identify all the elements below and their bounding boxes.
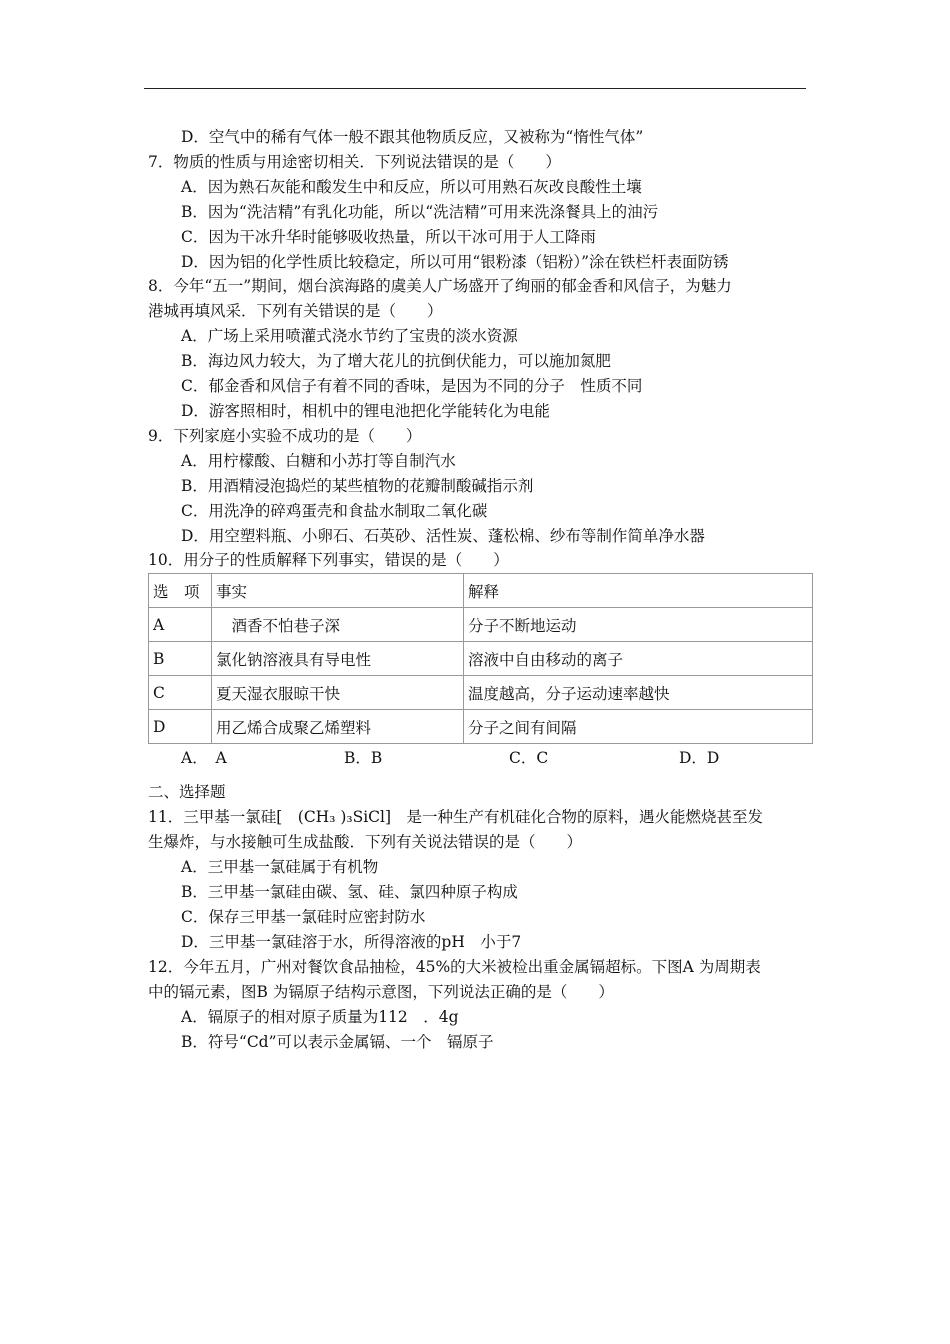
table-row [149,710,813,744]
table-cell: 酒香不怕巷子深 [212,608,464,642]
table-cell: D [149,710,212,744]
section-heading: 二、选择题 [148,783,226,801]
q9-option-c: C．用洗净的碎鸡蛋壳和食盐水制取二氧化碳 [181,502,488,520]
table-cell: 分子之间有间隔 [464,710,813,744]
question-8-line-1: 8．今年“五一”期间，烟台滨海路的虞美人广场盛开了绚丽的郁金香和风信子，为魅力 [148,277,732,295]
q12-option-a: A．镉原子的相对原子质量为112 ．4g [181,1008,459,1026]
question-10: 10．用分子的性质解释下列事实，错误的是（ ） [148,551,509,569]
q11-option-d: D．三甲基一氯硅溶于水，所得溶液的pH 小于7 [181,933,522,951]
q9-option-a: A．用柠檬酸、白糖和小苏打等自制汽水 [181,452,456,470]
q7-option-c: C．因为干冰升华时能够吸收热量，所以干冰可用于人工降雨 [181,228,596,246]
table-cell: 分子不断地运动 [464,608,813,642]
q10-option-c: C．C [509,749,549,767]
table-cell: 温度越高，分子运动速率越快 [464,676,813,710]
table-header-row [149,574,813,608]
q10-option-b: B．B [344,749,383,767]
table-cell: 用乙烯合成聚乙烯塑料 [212,710,464,744]
question-12-line-1: 12．今年五月，广州对餐饮食品抽检，45%的大米被检出重金属镉超标。下图A 为周期表 [148,958,761,976]
table-cell: 夏天湿衣服晾干快 [212,676,464,710]
header-rule [144,88,806,89]
q11-option-c: C．保存三甲基一氯硅时应密封防水 [181,908,426,926]
q7-option-a: A．因为熟石灰能和酸发生中和反应，所以可用熟石灰改良酸性土壤 [181,178,642,196]
question-7: 7．物质的性质与用途密切相关．下列说法错误的是（ ） [148,153,561,171]
table-cell: 溶液中自由移动的离子 [464,642,813,676]
q8-option-b: B．海边风力较大，为了增大花儿的抗倒伏能力，可以施加氮肥 [181,352,611,370]
table-cell: C [149,676,212,710]
question-11-line-1: 11．三甲基一氯硅[ (CH₃ )₃SiCl] 是一种生产有机硅化合物的原料，遇火能燃烧甚至发 [148,808,764,826]
q9-option-b: B．用酒精浸泡捣烂的某些植物的花瓣制酸碱指示剂 [181,477,534,495]
q8-option-a: A．广场上采用喷灌式浇水节约了宝贵的淡水资源 [181,327,518,345]
table-cell: B [149,642,212,676]
q7-option-d: D．因为铝的化学性质比较稳定，所以可用“银粉漆（铝粉）”涂在铁栏杆表面防锈 [181,253,729,271]
table-cell: 氯化钠溶液具有导电性 [212,642,464,676]
question-11-line-2: 生爆炸，与水接触可生成盐酸．下列有关说法错误的是（ ） [148,833,583,851]
table-header-cell: 事实 [212,574,464,608]
q8-option-c: C．郁金香和风信子有着不同的香味，是因为不同的分子 性质不同 [181,377,643,395]
q12-option-b: B．符号“Cd”可以表示金属镉、一个 镉原子 [181,1033,494,1051]
table-row [149,608,813,642]
q9-option-d: D．用空塑料瓶、小卵石、石英砂、活性炭、蓬松棉、纱布等制作简单净水器 [181,527,705,545]
table-row [149,642,813,676]
table-header-cell: 解释 [464,574,813,608]
q11-option-a: A．三甲基一氯硅属于有机物 [181,858,379,876]
question-8-line-2: 港城再填风采．下列有关错误的是（ ） [148,302,443,320]
question-9: 9．下列家庭小实验不成功的是（ ） [148,427,422,445]
table-header-cell: 选 项 [149,574,212,608]
q10-option-a: A． A [181,749,227,767]
q8-option-d: D．游客照相时，相机中的锂电池把化学能转化为电能 [181,402,550,420]
q7-option-b: B．因为“洗洁精”有乳化功能，所以“洗洁精”可用来洗涤餐具上的油污 [181,203,659,221]
q11-option-b: B．三甲基一氯硅由碳、氢、硅、氯四种原子构成 [181,883,518,901]
q10-option-d: D．D [679,749,720,767]
q10-table [148,573,813,744]
table-row [149,676,813,710]
q10-options [181,748,821,768]
q6-option-d: D．空气中的稀有气体一般不跟其他物质反应，又被称为“惰性气体” [181,128,644,146]
question-12-line-2: 中的镉元素，图B 为镉原子结构示意图，下列说法正确的是（ ） [148,983,614,1001]
table-cell: A [149,608,212,642]
